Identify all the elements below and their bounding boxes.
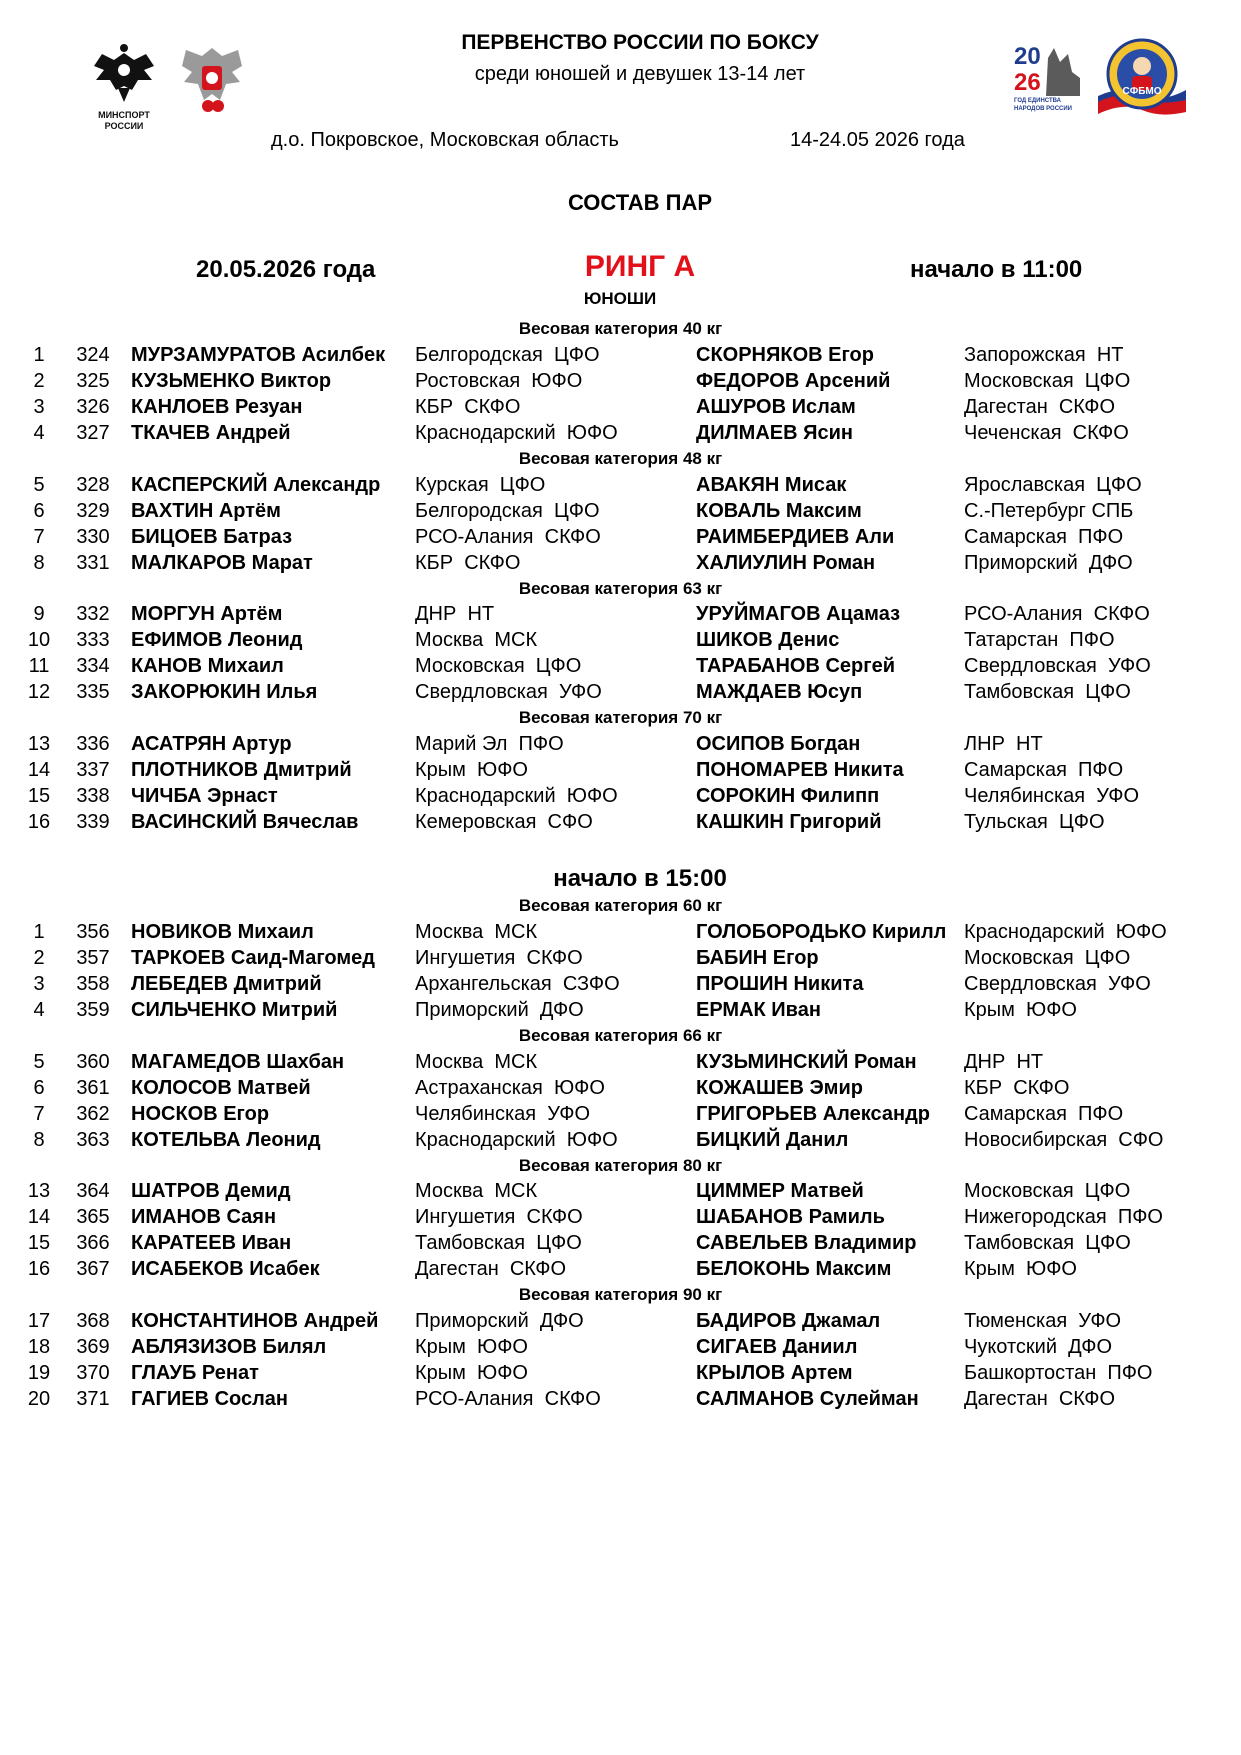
boxer-blue-region: Челябинская УФО xyxy=(964,785,1140,808)
pair-row xyxy=(0,1230,1241,1256)
pair-row xyxy=(0,1049,1241,1075)
ring-label: РИНГ А xyxy=(584,250,696,283)
boxer-red-name: АБЛЯЗИЗОВ Билял xyxy=(131,1336,327,1359)
boxer-red-name: КОТЕЛЬВА Леонид xyxy=(131,1128,321,1151)
pair-index: 17 xyxy=(27,1310,51,1333)
svg-text:ГОД ЕДИНСТВА: ГОД ЕДИНСТВА xyxy=(1014,98,1061,104)
pair-row xyxy=(0,1178,1241,1204)
boxer-red-region: Москва МСК xyxy=(415,920,538,943)
boxer-blue-name: САВЕЛЬЕВ Владимир xyxy=(696,1232,917,1255)
boxer-blue-name: ЕРМАК Иван xyxy=(696,998,821,1021)
boxer-blue-region: Краснодарский ЮФО xyxy=(964,920,1167,943)
boxer-blue-name: МАЖДАЕВ Юсуп xyxy=(696,681,863,704)
pair-index: 5 xyxy=(33,1050,45,1073)
boxer-red-region: Приморский ДФО xyxy=(415,998,584,1021)
boxer-red-name: НОСКОВ Егор xyxy=(131,1102,270,1125)
pair-index: 8 xyxy=(33,551,45,574)
svg-text:РОССИИ: РОССИИ xyxy=(104,121,144,131)
boxer-blue-region: Тамбовская ЦФО xyxy=(964,681,1131,704)
boxer-blue-region: Тюменская УФО xyxy=(964,1310,1122,1333)
pair-row xyxy=(0,1101,1241,1127)
bout-number: 369 xyxy=(76,1336,110,1359)
bout-number: 366 xyxy=(76,1232,110,1255)
boxer-blue-name: КОВАЛЬ Максим xyxy=(696,499,862,522)
boxer-blue-name: СКОРНЯКОВ Егор xyxy=(696,343,874,366)
pair-row xyxy=(0,472,1241,498)
boxer-blue-name: БАБИН Егор xyxy=(696,946,819,969)
pair-row xyxy=(0,653,1241,679)
weight-category-heading: Весовая категория 63 кг xyxy=(518,578,723,598)
boxer-blue-name: БЕЛОКОНЬ Максим xyxy=(696,1258,892,1281)
boxer-blue-region: Свердловская УФО xyxy=(964,972,1151,995)
session2-start-time: начало в 15:00 xyxy=(553,865,727,892)
boxer-red-name: МАЛКАРОВ Марат xyxy=(131,551,313,574)
boxer-red-region: Ростовская ЮФО xyxy=(415,369,583,392)
pair-row xyxy=(0,679,1241,705)
boxer-blue-region: Ярославская ЦФО xyxy=(964,473,1142,496)
boxer-red-region: Марий Эл ПФО xyxy=(415,733,564,756)
boxer-blue-name: УРУЙМАГОВ Ацамаз xyxy=(696,603,901,626)
boxer-red-region: Свердловская УФО xyxy=(415,681,602,704)
pair-row xyxy=(0,1334,1241,1360)
bout-number: 334 xyxy=(76,655,110,678)
pair-index: 14 xyxy=(27,1206,51,1229)
pair-row xyxy=(0,342,1241,368)
boxer-blue-name: ДИЛМАЕВ Ясин xyxy=(696,421,853,444)
boxer-red-name: ПЛОТНИКОВ Дмитрий xyxy=(131,759,352,782)
boxer-red-region: РСО-Алания СКФО xyxy=(415,1388,601,1411)
bout-number: 335 xyxy=(76,681,110,704)
weight-category-heading: Весовая категория 60 кг xyxy=(518,896,723,915)
boxer-blue-name: ШАБАНОВ Рамиль xyxy=(696,1206,885,1229)
pair-index: 10 xyxy=(27,629,51,652)
weight-category-heading: Весовая категория 90 кг xyxy=(518,1285,723,1305)
pair-index: 15 xyxy=(27,785,51,808)
boxer-red-name: КОНСТАНТИНОВ Андрей xyxy=(131,1310,379,1333)
pair-row xyxy=(0,731,1241,757)
bout-number: 328 xyxy=(76,473,110,496)
boxer-blue-region: Башкортостан ПФО xyxy=(964,1362,1153,1385)
pair-index: 6 xyxy=(33,1076,45,1099)
bout-number: 358 xyxy=(76,972,110,995)
boxer-blue-region: Запорожская НТ xyxy=(964,343,1124,366)
venue-text: д.о. Покровское, Московская область xyxy=(271,129,619,151)
boxer-blue-region: С.-Петербург СПБ xyxy=(964,499,1134,522)
bout-number: 324 xyxy=(76,343,110,366)
pair-row xyxy=(0,601,1241,627)
boxer-blue-region: Московская ЦФО xyxy=(964,1180,1131,1203)
boxer-red-region: Москва МСК xyxy=(415,629,538,652)
bout-number: 331 xyxy=(76,551,110,574)
pair-index: 12 xyxy=(27,681,51,704)
bout-number: 329 xyxy=(76,499,110,522)
sfbmo-logo xyxy=(1094,36,1190,122)
boxer-red-name: КАНЛОЕВ Резуан xyxy=(131,395,303,418)
svg-text:20: 20 xyxy=(1014,43,1041,70)
pair-index: 4 xyxy=(33,421,45,444)
bout-number: 368 xyxy=(76,1310,110,1333)
boxer-blue-name: ОСИПОВ Богдан xyxy=(696,733,861,756)
boxer-blue-name: ТАРАБАНОВ Сергей xyxy=(696,655,896,678)
boxer-blue-region: Нижегородская ПФО xyxy=(964,1206,1163,1229)
bout-number: 333 xyxy=(76,629,110,652)
pair-index: 7 xyxy=(33,1102,45,1125)
boxer-red-name: ВАСИНСКИЙ Вячеслав xyxy=(131,811,359,834)
boxer-red-region: Московская ЦФО xyxy=(415,655,582,678)
pair-index: 2 xyxy=(33,946,45,969)
pair-index: 9 xyxy=(33,603,45,626)
boxer-red-region: Приморский ДФО xyxy=(415,1310,584,1333)
boxer-red-region: Краснодарский ЮФО xyxy=(415,421,618,444)
boxer-blue-region: Татарстан ПФО xyxy=(964,629,1115,652)
boxer-blue-region: Крым ЮФО xyxy=(964,1258,1077,1281)
boxer-red-name: ИСАБЕКОВ Исабек xyxy=(131,1258,320,1281)
boxer-red-name: КОЛОСОВ Матвей xyxy=(131,1076,311,1099)
pair-row xyxy=(0,1075,1241,1101)
boxer-red-name: МАГАМЕДОВ Шахбан xyxy=(131,1050,345,1073)
boxer-red-name: ТАРКОЕВ Саид-Магомед xyxy=(131,946,375,969)
boxer-blue-region: ДНР НТ xyxy=(964,1050,1044,1073)
boxer-blue-region: КБР СКФО xyxy=(964,1076,1070,1099)
pair-row xyxy=(0,1256,1241,1282)
boxer-blue-region: Чеченская СКФО xyxy=(964,421,1129,444)
boxer-blue-name: ГРИГОРЬЕВ Александр xyxy=(696,1102,930,1125)
bout-number: 337 xyxy=(76,759,110,782)
pair-row xyxy=(0,1204,1241,1230)
boxer-red-region: Астраханская ЮФО xyxy=(415,1076,605,1099)
boxer-red-name: ЕФИМОВ Леонид xyxy=(131,629,303,652)
boxer-blue-region: Дагестан СКФО xyxy=(964,1388,1116,1411)
pair-row xyxy=(0,1360,1241,1386)
boxer-blue-name: ЦИММЕР Матвей xyxy=(696,1180,864,1203)
boxer-blue-region: Приморский ДФО xyxy=(964,551,1133,574)
bout-number: 327 xyxy=(76,421,110,444)
boxer-blue-region: Тамбовская ЦФО xyxy=(964,1232,1131,1255)
boxer-blue-name: ШИКОВ Денис xyxy=(696,629,840,652)
minsport-logo xyxy=(84,40,164,132)
pair-index: 16 xyxy=(27,811,51,834)
boxer-red-name: АСАТРЯН Артур xyxy=(131,733,292,756)
pair-index: 3 xyxy=(33,395,45,418)
pair-index: 1 xyxy=(33,343,45,366)
pair-row xyxy=(0,757,1241,783)
boxer-blue-region: Крым ЮФО xyxy=(964,998,1077,1021)
boxer-blue-name: САЛМАНОВ Сулейман xyxy=(696,1388,919,1411)
boxer-blue-region: Новосибирская СФО xyxy=(964,1128,1164,1151)
boxer-blue-name: СОРОКИН Филипп xyxy=(696,785,880,808)
boxer-red-name: ИМАНОВ Саян xyxy=(131,1206,277,1229)
boxer-red-name: БИЦОЕВ Батраз xyxy=(131,525,293,548)
boxer-blue-name: КРЫЛОВ Артем xyxy=(696,1362,853,1385)
boxer-red-region: Краснодарский ЮФО xyxy=(415,1128,618,1151)
boxer-blue-name: ГОЛОБОРОДЬКО Кирилл xyxy=(696,920,947,943)
boxer-blue-region: Самарская ПФО xyxy=(964,525,1124,548)
pair-row xyxy=(0,524,1241,550)
boxer-blue-name: ПОНОМАРЕВ Никита xyxy=(696,759,904,782)
boxer-blue-name: КУЗЬМИНСКИЙ Роман xyxy=(696,1050,917,1073)
boxer-blue-name: ФЕДОРОВ Арсений xyxy=(696,369,891,392)
pair-row xyxy=(0,550,1241,576)
weight-category-heading: Весовая категория 80 кг xyxy=(518,1155,723,1175)
bout-number: 330 xyxy=(76,525,110,548)
boxing-federation-eagle-logo xyxy=(174,42,250,118)
boxer-blue-region: Самарская ПФО xyxy=(964,1102,1124,1125)
pair-row xyxy=(0,627,1241,653)
boxer-red-name: ЛЕБЕДЕВ Дмитрий xyxy=(131,972,322,995)
boxer-red-region: Москва МСК xyxy=(415,1180,538,1203)
boxer-blue-name: РАИМБЕРДИЕВ Али xyxy=(696,525,895,548)
boxer-blue-name: БАДИРОВ Джамал xyxy=(696,1310,881,1333)
svg-text:МИНСПОРТ: МИНСПОРТ xyxy=(98,110,150,120)
boxer-blue-region: Чукотский ДФО xyxy=(964,1336,1112,1359)
boxer-blue-name: КОЖАШЕВ Эмир xyxy=(696,1076,863,1099)
boxer-blue-name: ХАЛИУЛИН Роман xyxy=(696,551,876,574)
weight-category-heading: Весовая категория 66 кг xyxy=(518,1025,723,1045)
boxer-red-region: Белгородская ЦФО xyxy=(415,499,600,522)
boxer-red-region: Архангельская СЗФО xyxy=(415,972,620,995)
weight-category-heading: Весовая категория 48 кг xyxy=(518,448,723,468)
boxer-blue-name: АШУРОВ Ислам xyxy=(696,395,856,418)
pair-row xyxy=(0,1386,1241,1412)
boxer-red-name: ШАТРОВ Демид xyxy=(131,1180,291,1203)
boxer-red-name: ЧИЧБА Эрнаст xyxy=(131,785,278,808)
boxer-red-name: СИЛЬЧЕНКО Митрий xyxy=(131,998,338,1021)
pair-row xyxy=(0,394,1241,420)
bout-number: 371 xyxy=(76,1388,110,1411)
boxer-red-region: ДНР НТ xyxy=(415,603,495,626)
pair-index: 19 xyxy=(27,1362,51,1385)
championship-title: ПЕРВЕНСТВО РОССИИ ПО БОКСУ xyxy=(461,31,819,54)
boxer-blue-region: Дагестан СКФО xyxy=(964,395,1116,418)
boxer-red-name: МОРГУН Артём xyxy=(131,603,283,626)
pair-row xyxy=(0,1127,1241,1153)
boxer-red-region: Крым ЮФО xyxy=(415,1362,528,1385)
championship-subtitle: среди юношей и девушек 13-14 лет xyxy=(474,63,806,85)
boxer-blue-name: КАШКИН Григорий xyxy=(696,811,882,834)
weight-category-heading: Весовая категория 40 кг xyxy=(518,319,723,338)
pair-row xyxy=(0,997,1241,1023)
boxer-red-region: Москва МСК xyxy=(415,1050,538,1073)
pair-index: 6 xyxy=(33,499,45,522)
pair-index: 16 xyxy=(27,1258,51,1281)
boxer-red-name: НОВИКОВ Михаил xyxy=(131,920,314,943)
boxer-red-region: Ингушетия СКФО xyxy=(415,1206,583,1229)
pair-index: 11 xyxy=(28,655,50,678)
boxer-blue-name: БИЦКИЙ Данил xyxy=(696,1128,849,1151)
boxer-red-region: КБР СКФО xyxy=(415,395,521,418)
pair-index: 5 xyxy=(33,473,45,496)
pair-row xyxy=(0,919,1241,945)
bout-number: 336 xyxy=(76,733,110,756)
pair-row xyxy=(0,368,1241,394)
boxer-red-name: КУЗЬМЕНКО Виктор xyxy=(131,369,332,392)
bout-number: 356 xyxy=(76,920,110,943)
bout-number: 360 xyxy=(76,1050,110,1073)
boxer-red-name: КАРАТЕЕВ Иван xyxy=(131,1232,292,1255)
boxer-blue-name: СИГАЕВ Даниил xyxy=(696,1336,858,1359)
session1-start-time: начало в 11:00 xyxy=(910,256,1083,283)
boxer-blue-region: Самарская ПФО xyxy=(964,759,1124,782)
pair-row xyxy=(0,945,1241,971)
boxer-blue-region: Московская ЦФО xyxy=(964,369,1131,392)
pair-row xyxy=(0,971,1241,997)
bout-number: 332 xyxy=(76,603,110,626)
group-label: ЮНОШИ xyxy=(583,289,657,308)
boxer-blue-region: Свердловская УФО xyxy=(964,655,1151,678)
boxer-blue-region: Тульская ЦФО xyxy=(964,811,1105,834)
boxer-red-region: Крым ЮФО xyxy=(415,759,528,782)
boxer-red-region: Кемеровская СФО xyxy=(415,811,593,834)
boxer-blue-region: Московская ЦФО xyxy=(964,946,1131,969)
pair-index: 15 xyxy=(27,1232,51,1255)
pair-index: 13 xyxy=(27,733,51,756)
pair-row xyxy=(0,783,1241,809)
bout-number: 325 xyxy=(76,369,110,392)
date-label: 20.05.2026 года xyxy=(196,256,376,283)
document-title: СОСТАВ ПАР xyxy=(567,190,713,215)
boxer-blue-region: РСО-Алания СКФО xyxy=(964,603,1150,626)
boxer-blue-region: ЛНР НТ xyxy=(964,733,1043,756)
boxer-red-name: ГЛАУБ Ренат xyxy=(131,1362,259,1385)
boxer-red-name: КАСПЕРСКИЙ Александр xyxy=(131,473,381,496)
boxer-red-name: ТКАЧЕВ Андрей xyxy=(131,421,291,444)
pair-index: 2 xyxy=(33,369,45,392)
pair-index: 1 xyxy=(33,920,45,943)
pair-row xyxy=(0,1308,1241,1334)
svg-text:СФБМО: СФБМО xyxy=(1122,86,1162,97)
boxer-red-region: РСО-Алания СКФО xyxy=(415,525,601,548)
boxer-red-name: ВАХТИН Артём xyxy=(131,499,281,522)
pair-index: 18 xyxy=(27,1336,51,1359)
dates-text: 14-24.05 2026 года xyxy=(790,129,965,151)
boxer-blue-name: АВАКЯН Мисак xyxy=(696,473,847,496)
pair-index: 7 xyxy=(33,525,45,548)
bout-number: 370 xyxy=(76,1362,110,1385)
year-of-unity-2026-logo xyxy=(1012,38,1084,114)
boxer-red-region: КБР СКФО xyxy=(415,551,521,574)
boxer-red-region: Крым ЮФО xyxy=(415,1336,528,1359)
pair-row xyxy=(0,809,1241,835)
bout-number: 367 xyxy=(76,1258,110,1281)
bout-number: 365 xyxy=(76,1206,110,1229)
boxer-red-region: Краснодарский ЮФО xyxy=(415,785,618,808)
weight-category-heading: Весовая категория 70 кг xyxy=(518,708,723,728)
boxer-blue-name: ПРОШИН Никита xyxy=(696,972,864,995)
pair-index: 4 xyxy=(33,998,45,1021)
bout-number: 361 xyxy=(76,1076,110,1099)
pair-index: 13 xyxy=(27,1180,51,1203)
boxer-red-region: Белгородская ЦФО xyxy=(415,343,600,366)
bout-number: 339 xyxy=(76,811,110,834)
bout-number: 359 xyxy=(76,998,110,1021)
bout-number: 363 xyxy=(76,1128,110,1151)
boxer-red-name: КАНОВ Михаил xyxy=(131,655,284,678)
pair-index: 20 xyxy=(27,1388,51,1411)
bout-number: 364 xyxy=(76,1180,110,1203)
boxer-red-name: МУРЗАМУРАТОВ Асилбек xyxy=(131,343,386,366)
svg-text:НАРОДОВ РОССИИ: НАРОДОВ РОССИИ xyxy=(1014,106,1072,112)
pair-index: 8 xyxy=(33,1128,45,1151)
boxer-red-region: Курская ЦФО xyxy=(415,473,546,496)
bout-number: 326 xyxy=(76,395,110,418)
boxer-red-region: Дагестан СКФО xyxy=(415,1258,567,1281)
pair-index: 3 xyxy=(33,972,45,995)
pair-index: 14 xyxy=(27,759,51,782)
pair-row xyxy=(0,420,1241,446)
svg-text:26: 26 xyxy=(1014,69,1041,96)
boxer-red-region: Челябинская УФО xyxy=(415,1102,591,1125)
boxer-red-region: Ингушетия СКФО xyxy=(415,946,583,969)
bout-number: 362 xyxy=(76,1102,110,1125)
boxer-red-region: Тамбовская ЦФО xyxy=(415,1232,582,1255)
bout-number: 338 xyxy=(76,785,110,808)
boxer-red-name: ЗАКОРЮКИН Илья xyxy=(131,681,318,704)
bout-number: 357 xyxy=(76,946,110,969)
pair-row xyxy=(0,498,1241,524)
boxer-red-name: ГАГИЕВ Сослан xyxy=(131,1388,289,1411)
